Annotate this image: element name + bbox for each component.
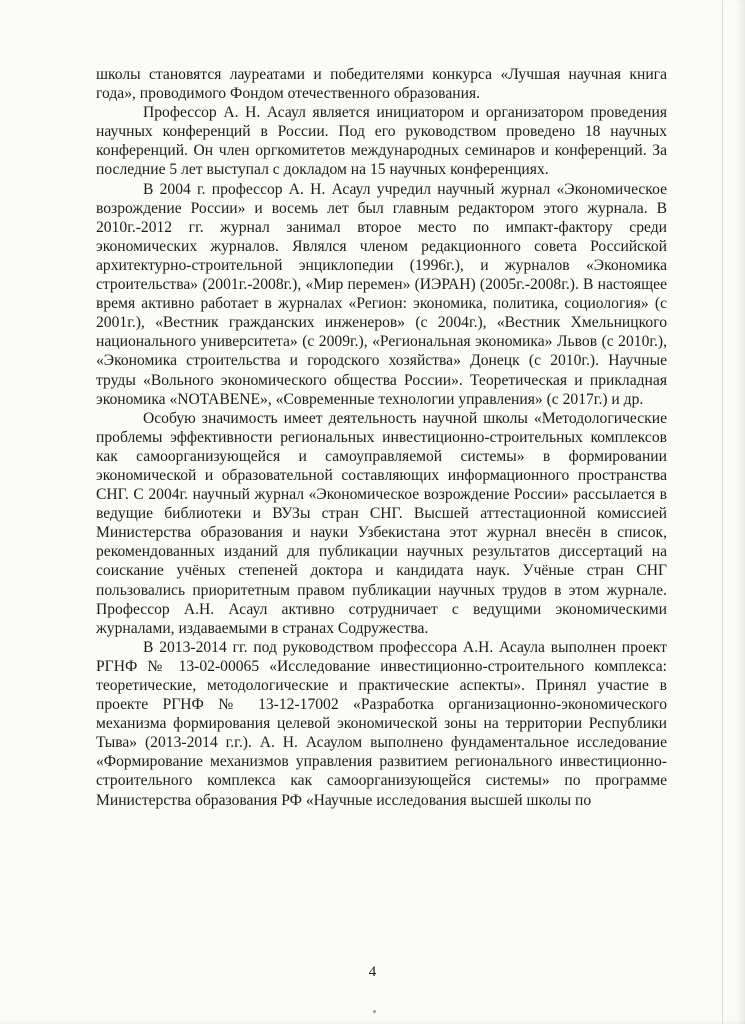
document-body (96, 65, 667, 810)
paragraph-conferences: Профессор А. Н. Асаул является инициатором и организатором проведения научных конференций в России. Под его руководством проведено 18 научных конференций. Он член оргкомитетов международных семинаров и конференций. За последние 5 лет выступал с докладом на 15 научных конференциях. (96, 104, 667, 179)
paragraph-continuation: школы становятся лауреатами и победителями конкурса «Лучшая научная книга года», проводимого Фондом отечественного образования. (96, 66, 667, 103)
paragraph-research-projects: В 2013-2014 гг. под руководством профессора А.Н. Асаула выполнен проект РГНФ № 13-02-00065 «Исследование инвестиционно-строительного комплекса: теоретические, методологические и практические аспекты». Принял участие в проекте РГНФ № 13-12-17002 «Разработка организационно-экономического механизма формирования целевой экономической зоны на территории Республики Тыва» (2013-2014 г.г.). А. Н. Асаулом выполнено фундаментальное исследование «Формирование механизмов управления развитием регионального инвестиционно-строительного комплекса как самоорганизующейся системы» по программе Министерства образования РФ «Научные исследования высшей школы по (96, 638, 667, 809)
page-edge-divider (722, 0, 723, 1024)
paragraph-journals: В 2004 г. профессор А. Н. Асаул учредил научный журнал «Экономическое возрождение России» и восемь лет был главным редактором этого журнала. В 2010г.-2012 гг. журнал занимал второе место по импакт-фактору среди экономических журналов. Являлся членом редакционного совета Российской архитектурно-строительной энциклопедии (1996г.), и журналов «Экономика строительства» (2001г.-2008г.), «Мир перемен» (ИЭРАН) (2005г.-2008г.). В настоящее время активно работает в журналах «Регион: экономика, политика, социология» (с 2001г.), «Вестник гражданских инженеров» (с 2004г.), «Вестник Хмельницкого национального университета» (с 2009г.), «Региональная экономика» Львов (с 2010г.), «Экономика строительства и городского хозяйства» Донецк (с 2010г.). Научные труды «Вольного экономического общества России». Теоретическая и прикладная экономика «NOTABENE», «Современные технологии управления» (с 2017г.) и др. (96, 180, 667, 408)
scan-speck (373, 1010, 376, 1013)
page-number: 4 (368, 964, 377, 980)
paragraph-scientific-school: Особую значимость имеет деятельность научной школы «Методологические проблемы эффективности региональных инвестиционно-строительных комплексов как самоорганизующейся и самоуправляемой системы» в формировании экономической и образовательной составляющих информационного пространства СНГ. С 2004г. научный журнал «Экономическое возрождение России» рассылается в ведущие библиотеки и ВУЗы стран СНГ. Высшей аттестационной комиссией Министерства образования и науки Узбекистана этот журнал внесён в список, рекомендованных изданий для публикации научных результатов диссертаций на соискание учёных степеней доктора и кандидата наук. Учёные стран СНГ пользовались приоритетным правом публикации научных трудов в этом журнале. Профессор А.Н. Асаул активно сотрудничает с ведущими экономическими журналами, издаваемыми в странах Содружества. (96, 409, 667, 637)
